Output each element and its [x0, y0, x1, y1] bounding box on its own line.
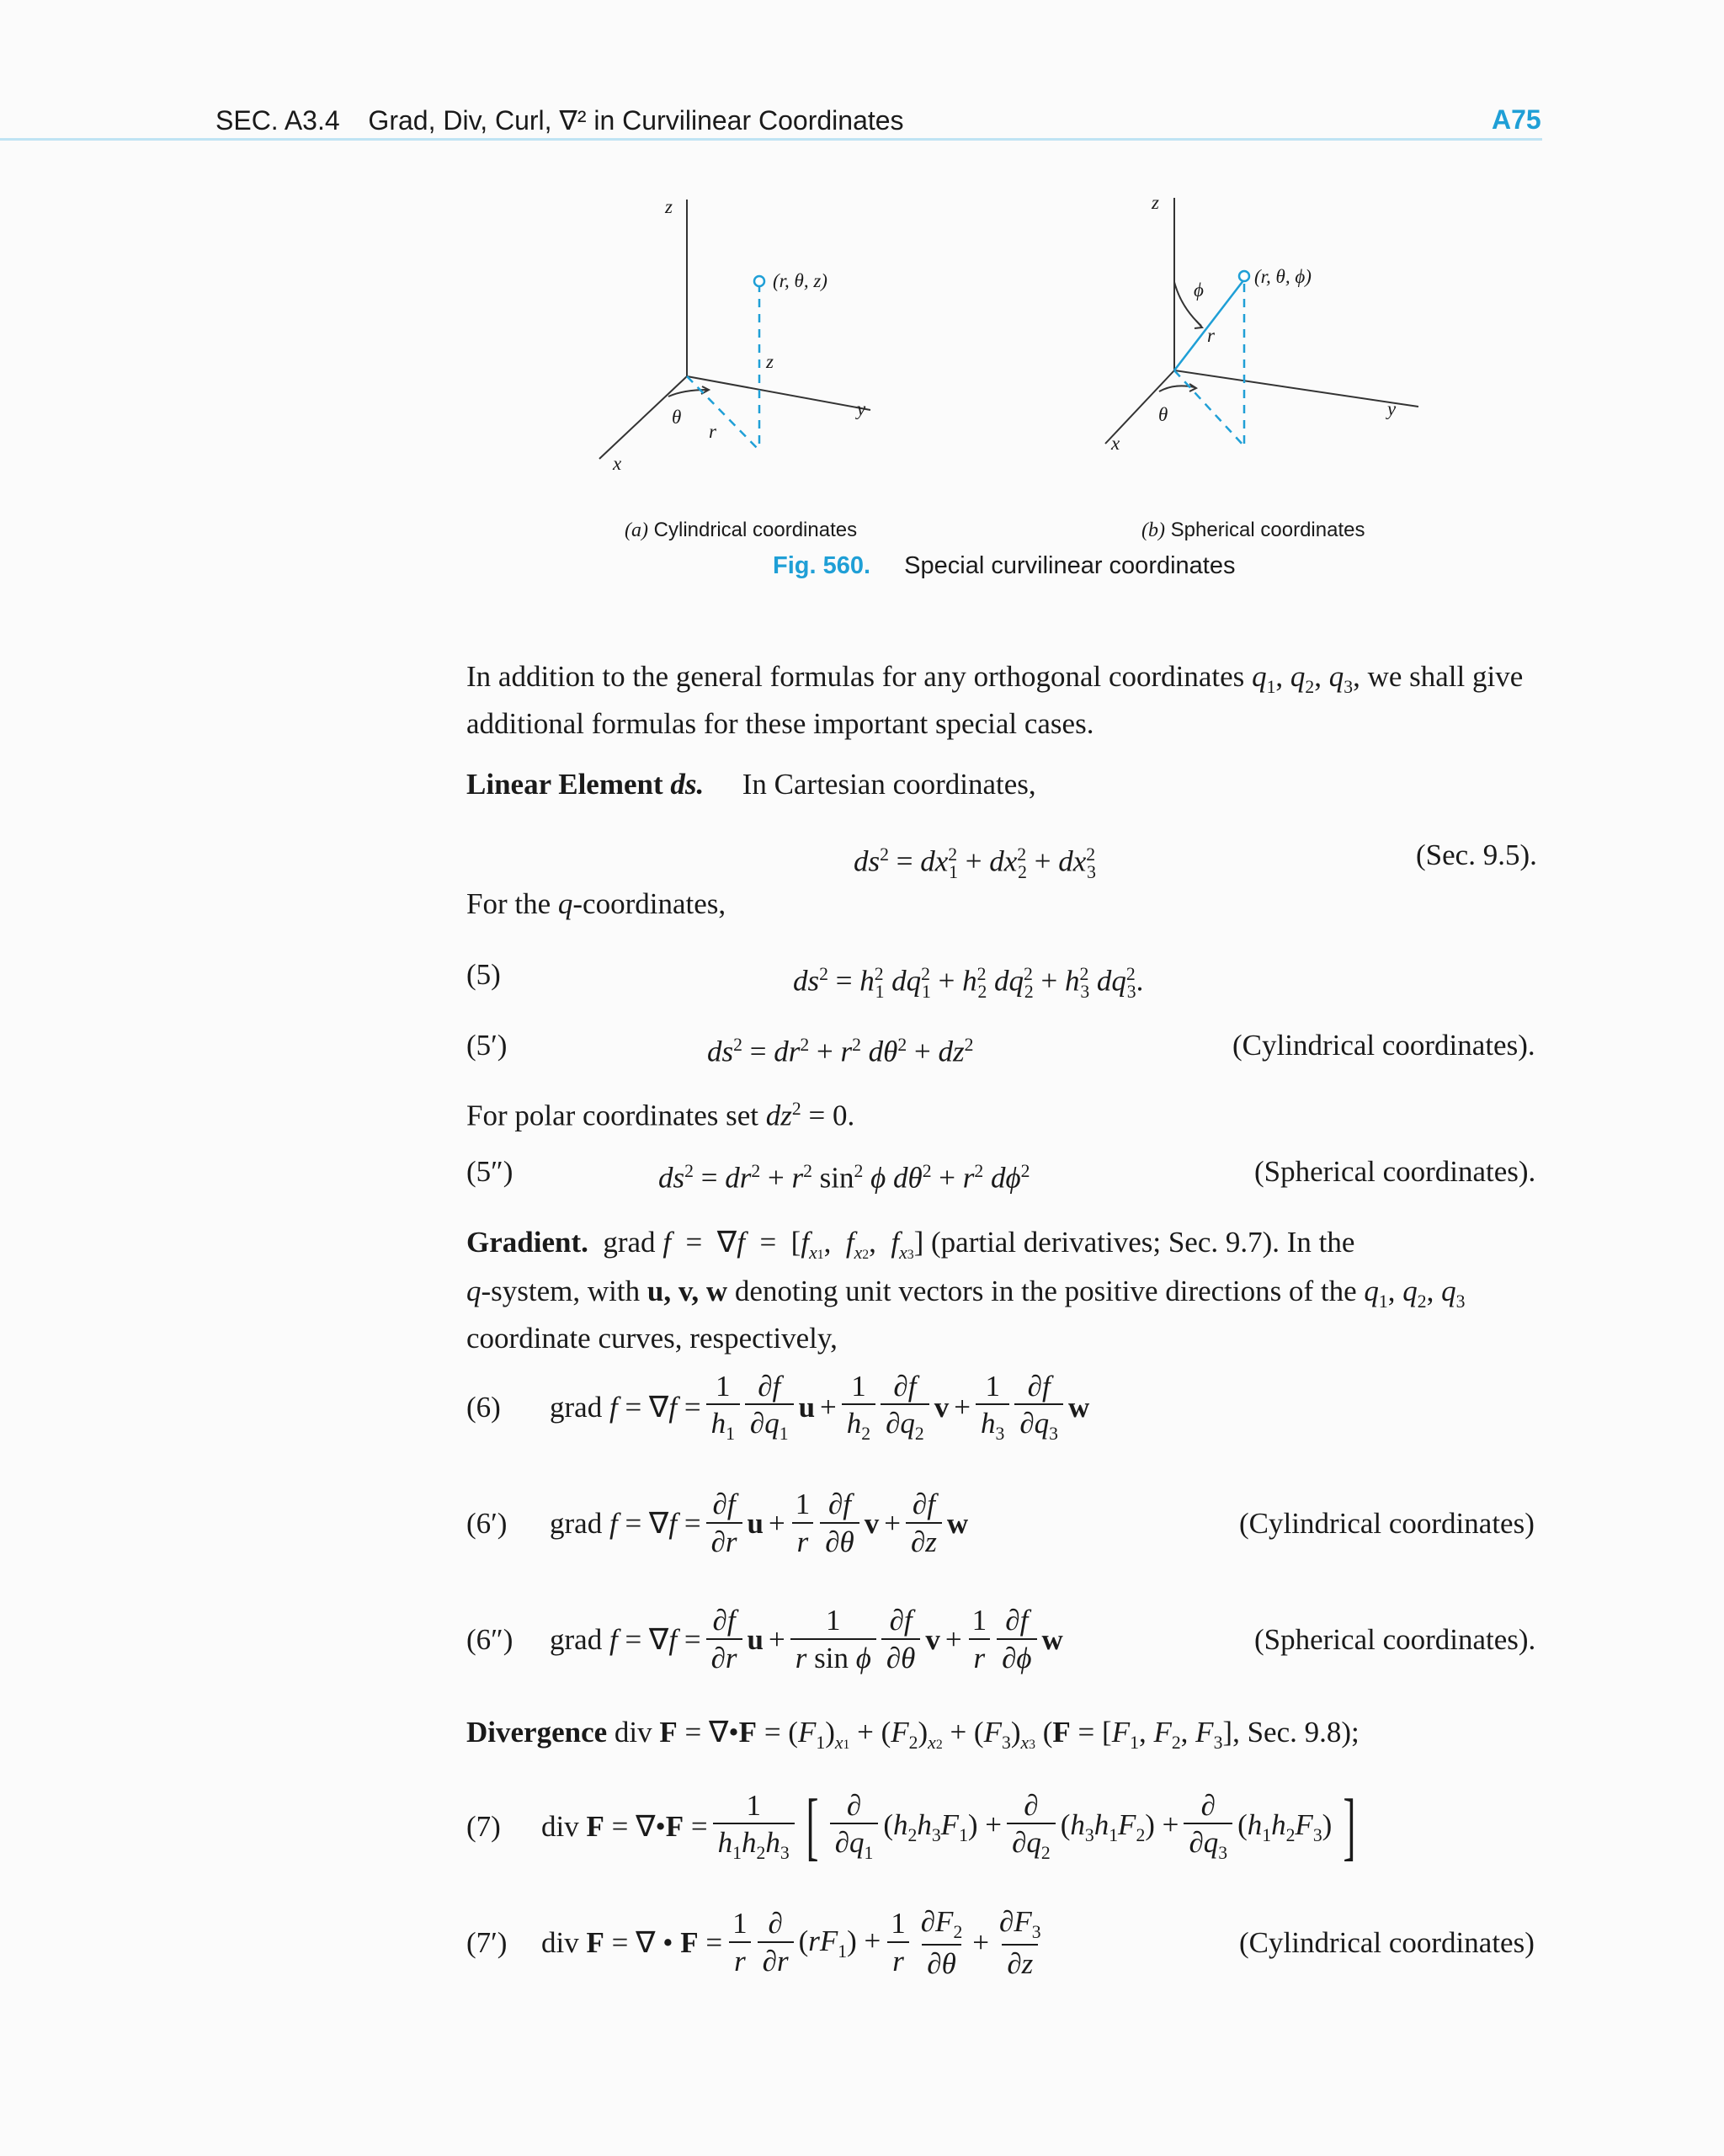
eq7-number: (7) [466, 1810, 501, 1843]
figure-number: Fig. 560. [773, 552, 871, 579]
figure-cylindrical-diagram [581, 189, 901, 492]
eq5pp-note: (Spherical coordinates). [1254, 1155, 1536, 1188]
figure-caption [773, 552, 1235, 580]
eq7p-number: (7′) [466, 1926, 508, 1959]
cyl-x-axis-label: x [613, 453, 622, 474]
caption-b: (b) Spherical coordinates [1141, 519, 1365, 541]
section-title: Grad, Div, Curl, ∇² in Curvilinear Coordinates [368, 105, 904, 136]
eq5p-note: (Cylindrical coordinates). [1232, 1029, 1535, 1062]
sph-y-axis-label: y [1387, 398, 1397, 419]
section-label: SEC. A3.4 [216, 105, 340, 136]
cyl-z-axis-label: z [665, 196, 673, 217]
eq5p-number: (5′) [466, 1029, 508, 1062]
cyl-y-axis-label: y [857, 398, 866, 419]
page-number: A75 [1492, 104, 1541, 135]
equation-7: div F = ∇•F = $\frac{1}{h_1h_2h_3}$ [ $\frac{\partial}{\partial q_1}$ $(h_2h_3F_1)$ + $\frac{\partial}{\partial q_2}$ $(h_3h_1F_2)$ + $\frac{\partial}{\partial q_3}$ $(h_1h_2F_3)$ ] [541, 1785, 1356, 1868]
figure-spherical-diagram [1090, 189, 1427, 459]
equation-5pp: $ds^2 = dr^2 + r^2$ $\sin^2 \phi$ $d\theta^2 + r^2$ $d\phi^2$ [658, 1161, 1030, 1195]
intro-paragraph: In addition to the general formulas for any orthogonal coordinates $q_1$, $q_2$, $q_3$, we shall give additional formulas for these important special cases. [466, 660, 1524, 740]
eq5-number: (5) [466, 958, 501, 991]
eq6-number: (6) [466, 1391, 501, 1424]
eq5pp-number: (5″) [466, 1155, 513, 1188]
equation-6p: grad f = ∇f = $\frac{\partial f}{\partial r}$ u + $\frac{1}{r}$ $\frac{\partial f}{\partial\theta}$ v + $\frac{\partial f}{\partial z}$ w [550, 1488, 969, 1558]
equation-cartesian: $ds^2 = dx^2_1 + dx^2_2 + dx^2_3$ [854, 844, 1096, 882]
divergence-line: Divergence div F = ∇•F = $(F_1)_{x1} + (F_2)_{x2} + (F_3)_{x3}$ ($F = [F_1$, $F_2$, $F_3$], Sec. 9.8); [466, 1716, 1360, 1753]
eq7p-note: (Cylindrical coordinates) [1239, 1926, 1535, 1959]
sph-theta-label: θ [1158, 404, 1168, 425]
linear-element-heading: Linear Element ds. In Cartesian coordinates, [466, 768, 1036, 801]
cyl-point-label: (r, θ, z) [773, 270, 827, 291]
cyl-theta-label: θ [672, 407, 682, 428]
sph-z-axis-label: z [1152, 192, 1159, 213]
equation-6: grad f = ∇f = $\frac{1}{h_1}$ $\frac{\partial f}{\partial q_1}$ u + $\frac{1}{h_2}$ $\frac{\partial f}{\partial q_2}$ v + $\frac{1}{h_3}$ $\frac{\partial f}{\partial q_3}$ w [550, 1369, 1090, 1445]
eq6p-note: (Cylindrical coordinates) [1239, 1507, 1535, 1540]
cartesian-reference: (Sec. 9.5). [1416, 838, 1537, 871]
running-head [216, 104, 1542, 148]
eq6pp-note: (Spherical coordinates). [1254, 1623, 1536, 1656]
equation-5p: $ds^2 = dr^2 + r^2$ $d\theta^2 + dz^2$ [707, 1035, 974, 1068]
eq6p-number: (6′) [466, 1507, 508, 1540]
eq6pp-number: (6″) [466, 1623, 513, 1656]
caption-a: (a) Cylindrical coordinates [625, 519, 858, 541]
header-rule [0, 138, 1542, 141]
sph-x-axis-label: x [1111, 433, 1120, 454]
equation-5: $ds^2 = h^2_1$ $dq^2_1 + h^2_2$ $dq^2_2 + h^2_3$ $dq^2_3$. [793, 964, 1144, 1002]
cyl-r-label: r [709, 421, 716, 442]
equation-6pp: grad f = ∇f = $\frac{\partial f}{\partial r}$ u + $\frac{1}{\text{r sin ϕ}}$ $\frac{\partial f}{\partial\theta}$ v + $\frac{1}{r}$ $\frac{\partial f}{\partial\phi}$ w [550, 1604, 1063, 1674]
polar-text: For polar coordinates set $dz^2 = 0$. [466, 1099, 855, 1132]
sph-point-label: (r, θ, ϕ) [1254, 266, 1312, 287]
sph-r-label: r [1207, 325, 1215, 346]
cyl-z-label: z [766, 351, 774, 372]
q-coordinates-text: For the q-coordinates, [466, 887, 726, 920]
figure-title: Special curvilinear coordinates [904, 552, 1236, 579]
equation-7p: div F = ∇ • F = $\frac{1}{r}$ $\frac{\partial}{\partial r}$ $(rF_1)$ + $\frac{1}{r}$ $\frac{\partial F_2}{\partial\theta}$ + $\frac{\partial F_3}{\partial z}$ [541, 1904, 1041, 1980]
sph-phi-label: ϕ [1194, 279, 1204, 301]
gradient-paragraph: Gradient. grad $f = \nabla f = [f_{x1}$, $f_{x2}$, $f_{x3}$] (partial derivatives; Sec. 9.7). In the q-system, with u, v, w denoting unit vectors in the positive directions of the $q_1$, $q_2$, $q_3$ coordinate curves, respectively, [466, 1226, 1466, 1355]
